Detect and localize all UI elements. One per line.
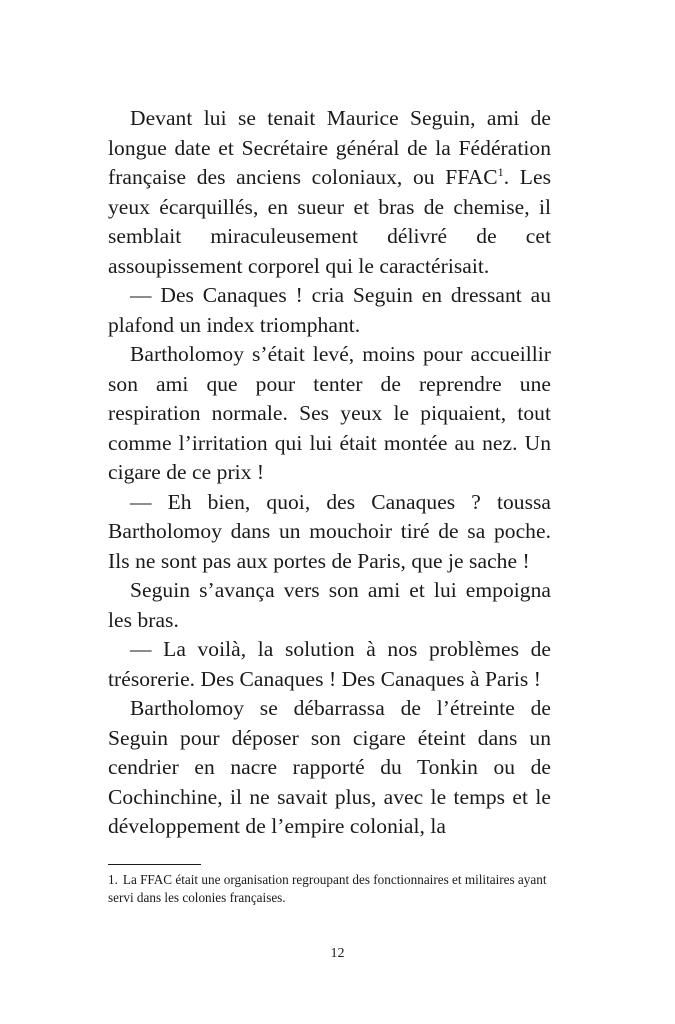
body-text <box>108 104 551 842</box>
paragraph: — Eh bien, quoi, des Canaques ? toussa Bartholomoy dans un mouchoir tiré de sa poche. Ils ne sont pas aux portes de Paris, que je sache ! <box>108 489 551 573</box>
paragraph-text: Devant lui se tenait Maurice Seguin, ami de longue date et Secrétaire général de la Fédération française des anciens coloniaux, ou FFAC <box>108 106 551 189</box>
footnote <box>108 871 551 906</box>
footnote-divider <box>108 864 201 865</box>
paragraph: — Des Canaques ! cria Seguin en dressant au plafond un index triomphant. <box>108 283 551 337</box>
paragraph <box>108 104 551 281</box>
page-number: 12 <box>330 946 345 961</box>
footnote-reference[interactable]: 1 <box>497 164 504 179</box>
paragraph: Bartholomoy se débarrassa de l’étreinte de Seguin pour déposer son cigare éteint dans un cendrier en nacre rapporté du Tonkin ou de Cochinchine, il ne savait plus, avec le temps et le développement de l’empire colonial, la <box>108 696 551 838</box>
paragraph: Seguin s’avança vers son ami et lui empoigna les bras. <box>108 578 551 632</box>
paragraph-text-continued: . Les yeux écarquillés, en sueur et bras de chemise, il semblait miraculeusement délivré de cet assoupissement corporel qui le caractérisait. <box>108 165 551 278</box>
paragraph: — La voilà, la solution à nos problèmes de trésorerie. Des Canaques ! Des Canaques à Paris ! <box>108 637 551 691</box>
paragraph: Bartholomoy s’était levé, moins pour accueillir son ami que pour tenter de reprendre une respiration normale. Ses yeux le piquaient, tout comme l’irritation qui lui était montée au nez. Un cigare de ce prix ! <box>108 342 551 484</box>
footnote-text: La FFAC était une organisation regroupant des fonctionnaires et militaires ayant servi dans les colonies françaises. <box>108 872 547 905</box>
footnote-number: 1. <box>108 872 118 887</box>
